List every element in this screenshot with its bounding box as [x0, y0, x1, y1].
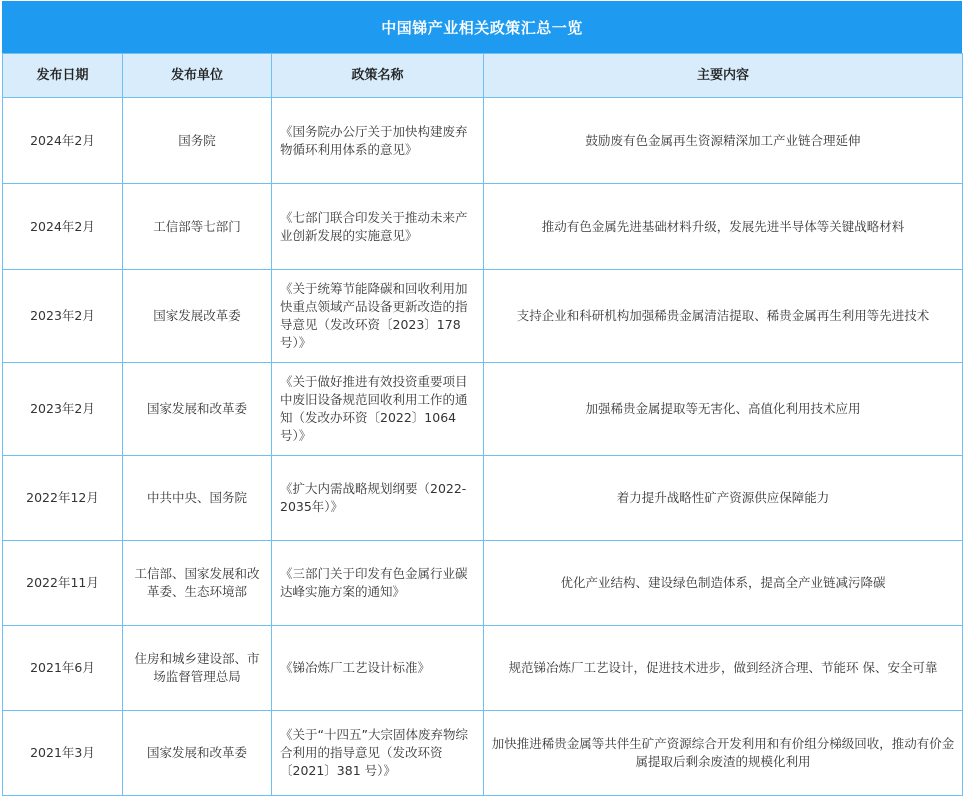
cell-policy: 《关于“十四五”大宗固体废弃物综合利用的指导意见（发改环资〔2021〕381 号）》: [272, 711, 484, 796]
table-title: 中国锑产业相关政策汇总一览: [2, 1, 962, 53]
table-row: [3, 270, 963, 363]
cell-policy: 《七部门联合印发关于推动未来产业创新发展的实施意见》: [272, 184, 484, 270]
header-date: 发布日期: [3, 54, 123, 98]
cell-policy: 《锑冶炼厂工艺设计标准》: [272, 626, 484, 711]
cell-unit: 国家发展和改革委: [123, 711, 272, 796]
cell-date: 2021年6月: [3, 626, 123, 711]
cell-date: 2024年2月: [3, 98, 123, 184]
cell-content: 加快推进稀贵金属等共伴生矿产资源综合开发利用和有价组分梯级回收，推动有价金属提取后剩余废渣的规模化利用: [484, 711, 963, 796]
table-row: [3, 456, 963, 541]
cell-date: 2023年2月: [3, 363, 123, 456]
cell-policy: 《三部门关于印发有色金属行业碳达峰实施方案的通知》: [272, 541, 484, 626]
cell-date: 2022年12月: [3, 456, 123, 541]
cell-date: 2024年2月: [3, 184, 123, 270]
cell-unit: 中共中央、国务院: [123, 456, 272, 541]
table-row: [3, 626, 963, 711]
cell-unit: 住房和城乡建设部、市场监督管理总局: [123, 626, 272, 711]
cell-unit: 国务院: [123, 98, 272, 184]
cell-content: 优化产业结构、建设绿色制造体系，提高全产业链减污降碳: [484, 541, 963, 626]
header-content: 主要内容: [484, 54, 963, 98]
table-row: [3, 541, 963, 626]
cell-policy: 《扩大内需战略规划纲要（2022-2035年）》: [272, 456, 484, 541]
cell-unit: 国家发展改革委: [123, 270, 272, 363]
cell-content: 推动有色金属先进基础材料升级，发展先进半导体等关键战略材料: [484, 184, 963, 270]
cell-policy: 《关于做好推进有效投资重要项目中废旧设备规范回收利用工作的通知（发改办环资〔2022〕1064 号）》: [272, 363, 484, 456]
cell-content: 规范锑冶炼厂工艺设计，促进技术进步，做到经济合理、节能环 保、安全可靠: [484, 626, 963, 711]
cell-policy: 《国务院办公厅关于加快构建废弃物循环利用体系的意见》: [272, 98, 484, 184]
cell-unit: 工信部等七部门: [123, 184, 272, 270]
cell-unit: 工信部、国家发展和改革委、生态环境部: [123, 541, 272, 626]
cell-content: 鼓励废有色金属再生资源精深加工产业链合理延伸: [484, 98, 963, 184]
table-row: [3, 98, 963, 184]
cell-date: 2021年3月: [3, 711, 123, 796]
cell-content: 着力提升战略性矿产资源供应保障能力: [484, 456, 963, 541]
cell-content: 加强稀贵金属提取等无害化、高值化利用技术应用: [484, 363, 963, 456]
cell-unit: 国家发展和改革委: [123, 363, 272, 456]
header-unit: 发布单位: [123, 54, 272, 98]
table-row: [3, 711, 963, 796]
table-row: [3, 363, 963, 456]
cell-date: 2022年11月: [3, 541, 123, 626]
policy-table: [2, 53, 963, 796]
header-policy: 政策名称: [272, 54, 484, 98]
table-row: [3, 184, 963, 270]
cell-policy: 《关于统筹节能降碳和回收利用加快重点领域产品设备更新改造的指导意见（发改环资〔2023〕178 号）》: [272, 270, 484, 363]
policy-table-container: [2, 1, 962, 797]
cell-date: 2023年2月: [3, 270, 123, 363]
header-row: [3, 54, 963, 98]
cell-content: 支持企业和科研机构加强稀贵金属清洁提取、稀贵金属再生利用等先进技术: [484, 270, 963, 363]
